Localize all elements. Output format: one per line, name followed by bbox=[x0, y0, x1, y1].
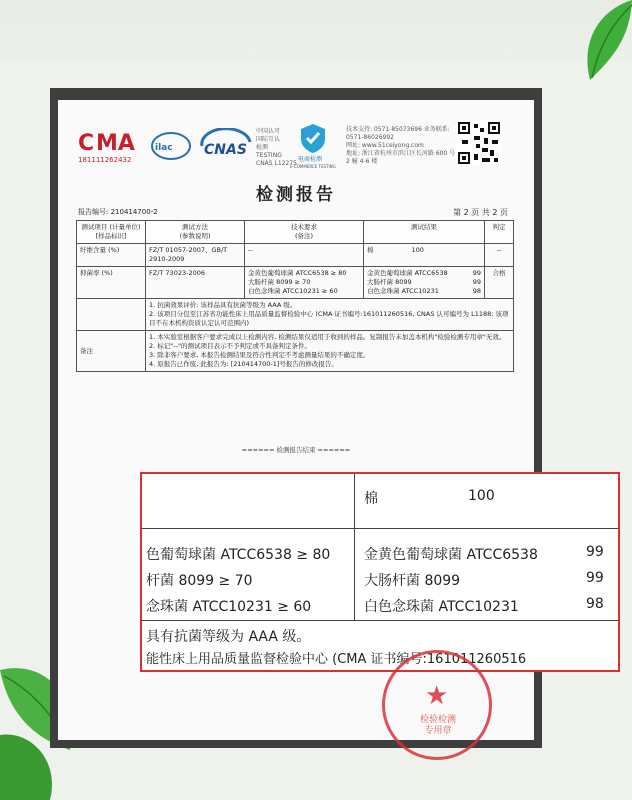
cma-code: 181111262432 bbox=[78, 156, 132, 164]
page-info: 第 2 页 共 2 页 bbox=[453, 208, 508, 217]
ecommerce-shield-logo-icon bbox=[298, 122, 328, 154]
leaf-top-right-icon bbox=[560, 0, 632, 90]
col-item: 测试项目 (计量单位) [样品标识] bbox=[77, 221, 146, 244]
zoom-result-line: 金黄色葡萄球菌 ATCC6538 bbox=[364, 547, 538, 563]
zoom-note: 能性床上用品质量监督检验中心 (CMA 证书编号:161011260516 bbox=[146, 652, 527, 667]
col-method: 测试方法 (参数说明) bbox=[146, 221, 245, 244]
zoom-result-value: 99 bbox=[586, 544, 604, 560]
ecommerce-sub: E-COMMERCE TESTING bbox=[290, 164, 336, 169]
results-table bbox=[76, 220, 514, 372]
ecommerce-label: 电商检测 bbox=[298, 156, 323, 163]
col-verdict: 判定 bbox=[485, 221, 514, 244]
report-end-marker: ====== 检测报告结束 ====== bbox=[241, 446, 351, 454]
zoom-result-value: 99 bbox=[586, 570, 604, 586]
report-number: 报告编号: 210414700-2 bbox=[78, 208, 158, 216]
zoom-fiber-label: 棉 bbox=[364, 491, 378, 507]
zoom-result-line: 大肠杆菌 8099 bbox=[364, 573, 461, 589]
zoom-req-line: 色葡萄球菌 ATCC6538 ≥ 80 bbox=[146, 547, 331, 563]
svg-text:ilac: ilac bbox=[155, 143, 173, 153]
table-row: 纤维含量 (%) FZ/T 01057-2007、GB/T 2910-2009 -- 棉 100 -- bbox=[77, 244, 514, 267]
zoom-result-line: 白色念珠菌 ATCC10231 bbox=[364, 599, 519, 615]
official-stamp: ★ 检验检测 专用章 bbox=[382, 650, 492, 760]
zoom-note: 具有抗菌等级为 AAA 级。 bbox=[146, 629, 311, 645]
col-requirement: 技术要求 (备注) bbox=[245, 221, 364, 244]
contact-info: 技术支持: 0571-85073696 业务联系: 0571-86026992 网址: www.51ceiyong.com 地址: 浙江省杭州市滨江区长河路 600 号 2 幢 4-6 楼 bbox=[346, 126, 456, 165]
svg-text:MA: MA bbox=[96, 131, 135, 156]
zoom-divider bbox=[142, 528, 620, 529]
col-result: 测试结果 bbox=[364, 221, 485, 244]
zoom-divider bbox=[142, 620, 620, 621]
star-icon: ★ bbox=[425, 681, 449, 711]
zoom-divider bbox=[354, 474, 355, 620]
svg-text:CNAS: CNAS bbox=[204, 142, 247, 158]
table-row: 1. 抗菌效果评价: 该样品具有抗菌等级为 AAA 级。 2. 该项目分包至江苏省功能性床上用品质量监督检验中心 (CMA 证书编号:161011260516, CNAS 认可编号为 L1188; 该项目不在本机构资质认定认可范围内) bbox=[77, 299, 514, 331]
zoom-fiber-value: 100 bbox=[468, 488, 495, 504]
zoom-callout bbox=[140, 472, 620, 672]
ilac-mra-logo-icon bbox=[150, 130, 192, 162]
table-row: 备注 1. 本实验室根据客户要求完成以上检测内容, 检测结果仅适用于收到的样品。复制报告未加盖本机构"检验检测专用章"无效。 2. 标记"--"的测试项目表示不予判定或不具备判定条件。 3. 除非客户要求, 本报告检测结果及符合性判定不考虑测量结果的不确定度。 4. 原报告已作废, 此报告为: [210414700-1]号报告的修改报告。 bbox=[77, 331, 514, 372]
zoom-req-line: 杆菌 8099 ≥ 70 bbox=[146, 573, 253, 589]
table-header-row bbox=[77, 221, 514, 244]
zoom-result-value: 98 bbox=[586, 596, 604, 612]
qr-code-icon bbox=[456, 120, 502, 166]
accreditation-note: 中国认可 国际互认 检测 TESTING CNAS L12275 bbox=[256, 128, 297, 167]
zoom-req-line: 念珠菌 ATCC10231 ≥ 60 bbox=[146, 599, 312, 615]
cnas-logo-icon bbox=[198, 128, 254, 164]
report-title: 检测报告 bbox=[256, 185, 336, 205]
svg-text:C: C bbox=[78, 131, 95, 156]
table-row: 抑菌率 (%) FZ/T 73023-2006 金黄色葡萄球菌 ATCC6538 ≥ 80 大肠杆菌 8099 ≥ 70 白色念珠菌 ATCC10231 ≥ 60 金黄色葡萄球菌 ATCC6538 99 大肠杆菌 8099 99 白色念珠菌 ATCC10231 98 合格 bbox=[77, 267, 514, 299]
background bbox=[0, 0, 632, 60]
